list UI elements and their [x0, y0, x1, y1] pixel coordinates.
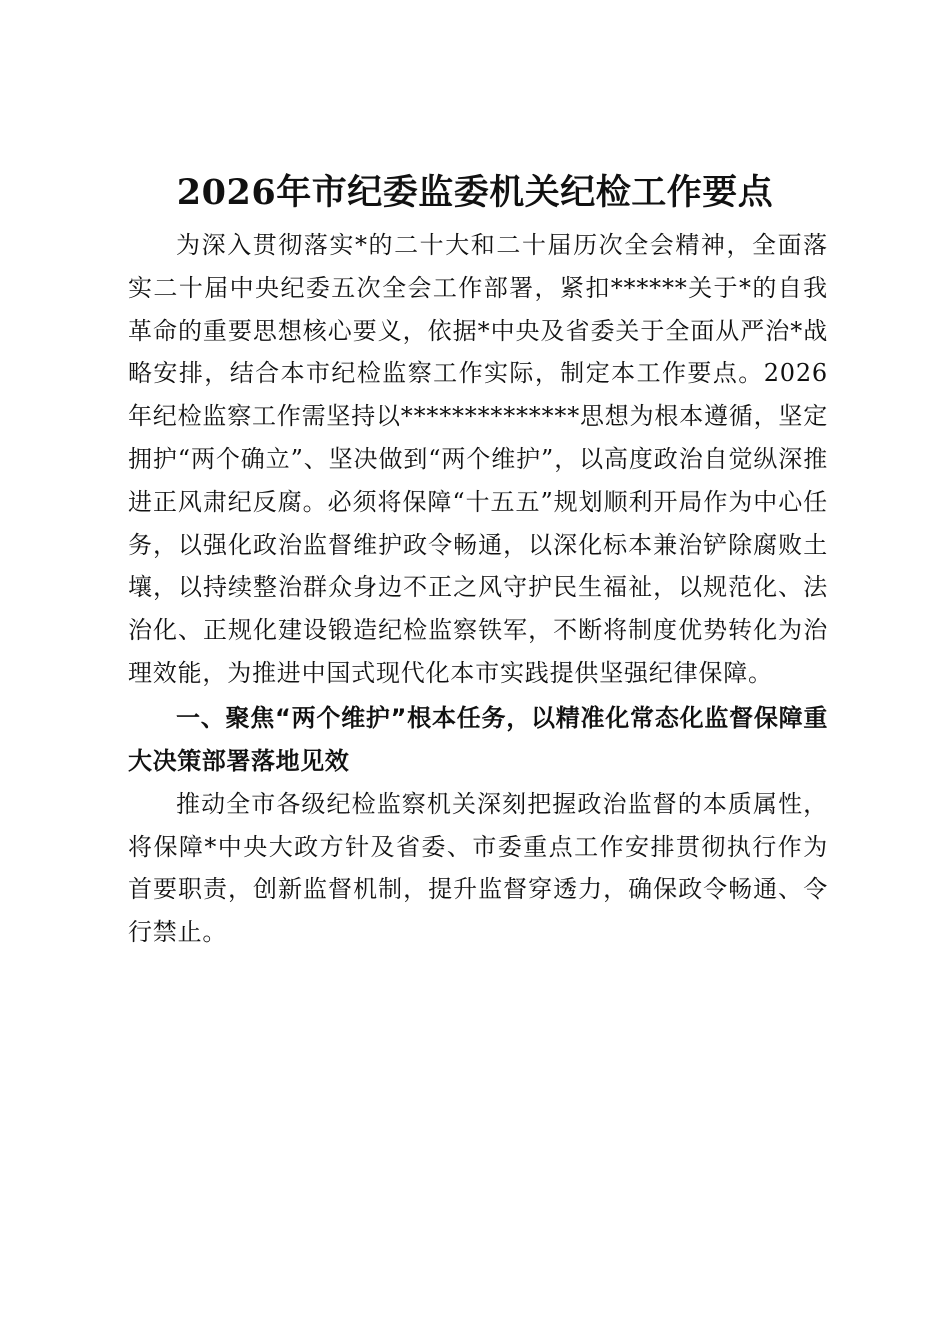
document-body — [128, 224, 828, 954]
intro-paragraph: 为深入贯彻落实*的二十大和二十届历次全会精神，全面落实二十届中央纪委五次全会工作部署，紧扣******关于*的自我革命的重要思想核心要义，依据*中央及省委关于全面从严治*战略安排，结合本市纪检监察工作实际，制定本工作要点。2026年纪检监察工作需坚持以**************思想为根本遵循，坚定拥护“两个确立”、坚决做到“两个维护”，以高度政治自觉纵深推进正风肃纪反腐。必须将保障“十五五”规划顺利开局作为中心任务，以强化政治监督维护政令畅通，以深化标本兼治铲除腐败土壤，以持续整治群众身边不正之风守护民生福祉，以规范化、法治化、正规化建设锻造纪检监察铁军，不断将制度优势转化为治理效能，为推进中国式现代化本市实践提供坚强纪律保障。 — [128, 231, 828, 687]
section-1-heading: 一、聚焦“两个维护”根本任务，以精准化常态化监督保障重大决策部署落地见效 — [128, 703, 828, 775]
section-1-paragraph: 推动全市各级纪检监察机关深刻把握政治监督的本质属性，将保障*中央大政方针及省委、市委重点工作安排贯彻执行作为首要职责，创新监督机制，提升监督穿透力，确保政令畅通、令行禁止。 — [128, 789, 828, 947]
document-title: 2026年市纪委监委机关纪检工作要点 — [176, 172, 774, 213]
